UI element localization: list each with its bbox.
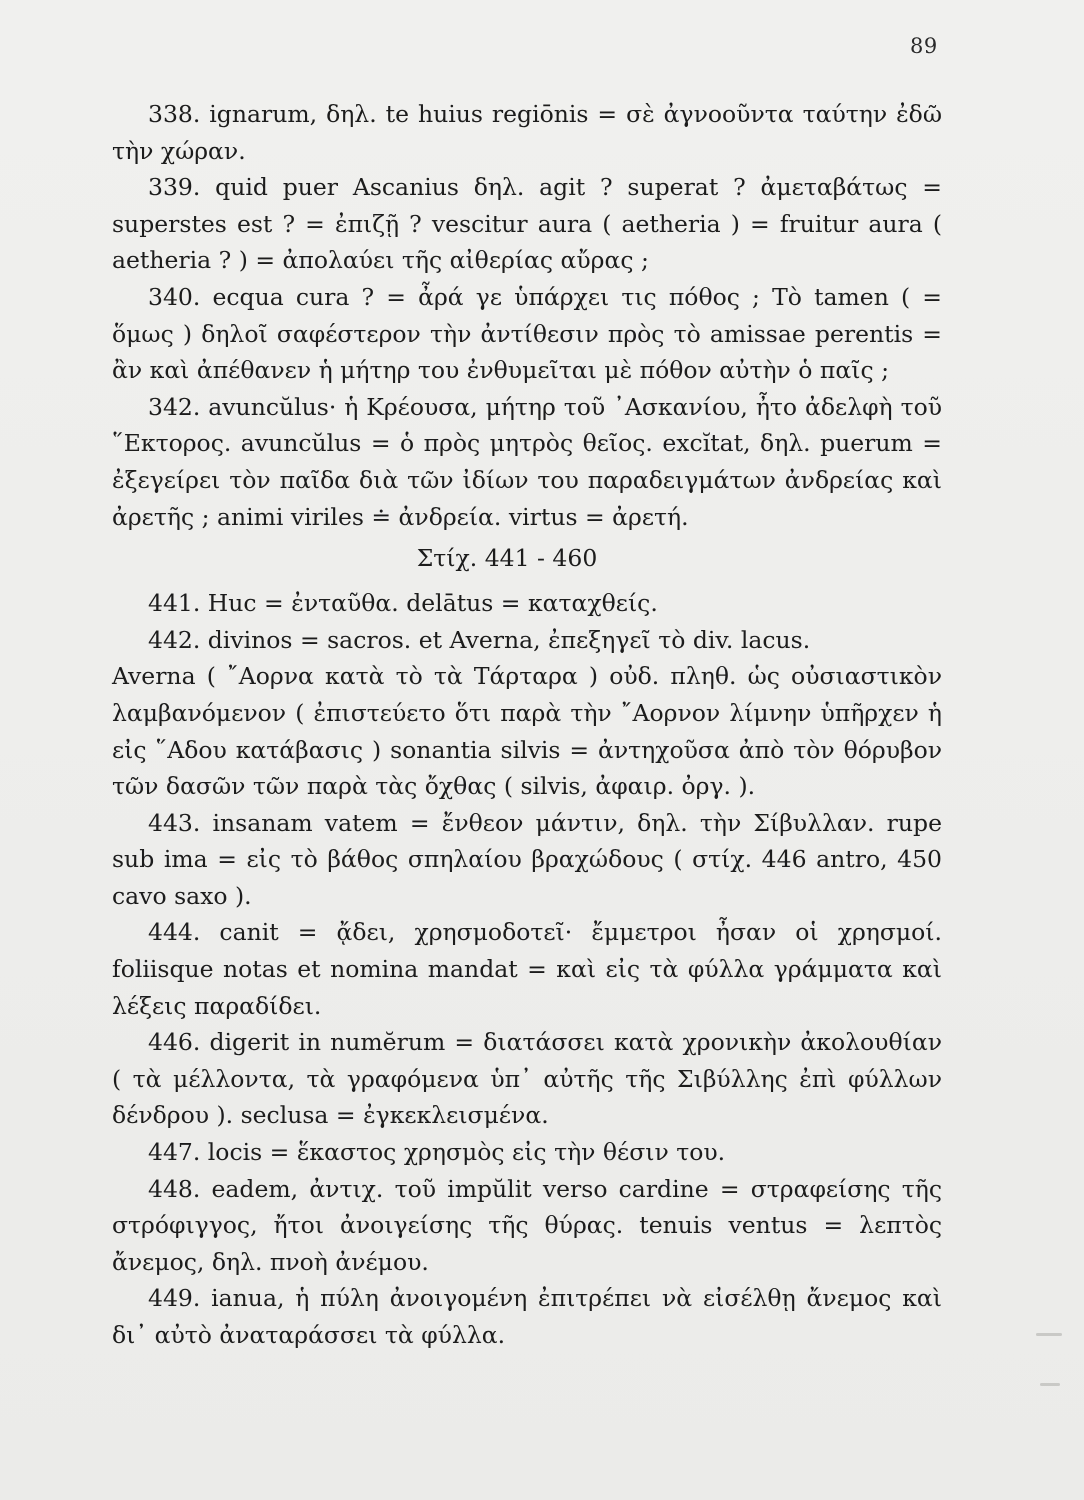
note-446: 446. digerit in numĕrum = διατάσσει κατὰ χρονικὴν ἀκολουθίαν ( τὰ μέλλοντα, τὰ γραφόμενα ὑπ᾿ αὐτῆς τῆς Σιβύλλης ἐπὶ φύλλων δένδρου ). seclusa = ἐγκεκλεισμένα.: [112, 1028, 942, 1130]
note-342: 342. avuncŭlus· ἡ Κρέουσα, μήτηρ τοῦ ᾿Ασκανίου, ἦτο ἀδελφὴ τοῦ ῞Εκτορος. avuncŭlus = ὁ πρὸς μητρὸς θεῖος. excĭtat, δηλ. puerum = ἐξεγείρει τὸν παῖδα διὰ τῶν ἰδίων του παραδειγμάτων ἀνδρείας καὶ ἀρετῆς ; animi viriles ≐ ἀνδρεία. virtus = ἀρετή.: [112, 392, 942, 531]
edge-bleed-mark: [1040, 1383, 1060, 1386]
page-number: 89: [910, 34, 938, 58]
note-443: 443. insanam vatem = ἔνθεον μάντιν, δηλ. τὴν Σίβυλλαν. rupe sub ima = εἰς τὸ βάθος σπηλαίου βραχώδους ( στίχ. 446 antro, 450 cavo saxo ).: [112, 808, 942, 910]
note-444: 444. canit = ᾄδει, χρησμοδοτεῖ· ἔμμετροι ἦσαν οἱ χρησμοί. foliisque notas et nomina mandat = καὶ εἰς τὰ φύλλα γράμματα καὶ λέξεις παραδίδει.: [112, 918, 942, 1020]
note-340: 340. ecqua cura ? = ἆρά γε ὑπάρχει τις πόθος ; Τὸ tamen ( = ὅμως ) δηλοῖ σαφέστερον τὴν ἀντίθεσιν πρὸς τὸ amissae perentis = ἂν καὶ ἀπέθανεν ἡ μήτηρ του ἐνθυμεῖται μὲ πόθον αὐτὴν ὁ παῖς ;: [112, 282, 942, 385]
commentary-text: [112, 96, 942, 1354]
edge-bleed-mark: [1036, 1333, 1062, 1336]
note-449: 449. ianua, ἡ πύλη ἀνοιγομένη ἐπιτρέπει νὰ εἰσέλθῃ ἄνεμος καὶ δι᾿ αὐτὸ ἀναταράσσει τὰ φύλλα.: [112, 1284, 942, 1349]
section-heading: Στίχ. 441 - 460: [416, 544, 598, 573]
note-448: 448. eadem, ἀντιχ. τοῦ impŭlit verso cardine = στραφείσης τῆς στρόφιγγος, ἤτοι ἀνοιγείσης τῆς θύρας. tenuis ventus = λεπτὸς ἄνεμος, δηλ. πνοὴ ἀνέμου.: [112, 1174, 942, 1276]
note-441: 441. Huc = ἐνταῦθα. delātus = καταχθείς.: [148, 589, 658, 618]
note-447: 447. locis = ἕκαστος χρησμὸς εἰς τὴν θέσιν του.: [148, 1138, 726, 1167]
note-338: 338. ignarum, δηλ. te huius regiōnis = σὲ ἀγνοοῦντα ταύτην ἐδῶ τὴν χώραν.: [112, 100, 942, 165]
note-442: 442. divinos = sacros. et Averna, ἐπεξηγεῖ τὸ div. lacus.: [148, 625, 811, 654]
note-442-averna: Averna ( ῎Αορνα κατὰ τὸ τὰ Τάρταρα ) οὐδ. πληθ. ὡς οὐσιαστικὸν λαμβανόμενον ( ἐπιστεύετο ὅτι παρὰ τὴν ῎Αορνον λίμνην ὑπῆρχεν ἡ εἰς ῞Αδου κατάβασις ) sonantia silvis = ἀντηχοῦσα ἀπὸ τὸν θόρυβον τῶν δασῶν τῶν παρὰ τὰς ὄχθας ( silvis, ἀφαιρ. ὀργ. ).: [112, 662, 942, 801]
note-339: 339. quid puer Ascanius δηλ. agit ? superat ? ἀμεταβάτως = superstes est ? = ἐπιζῇ ? vescitur aura ( aetheria ) = fruitur aura ( aetheria ? ) = ἀπολαύει τῆς αἰθερίας αὔρας ;: [112, 173, 942, 275]
